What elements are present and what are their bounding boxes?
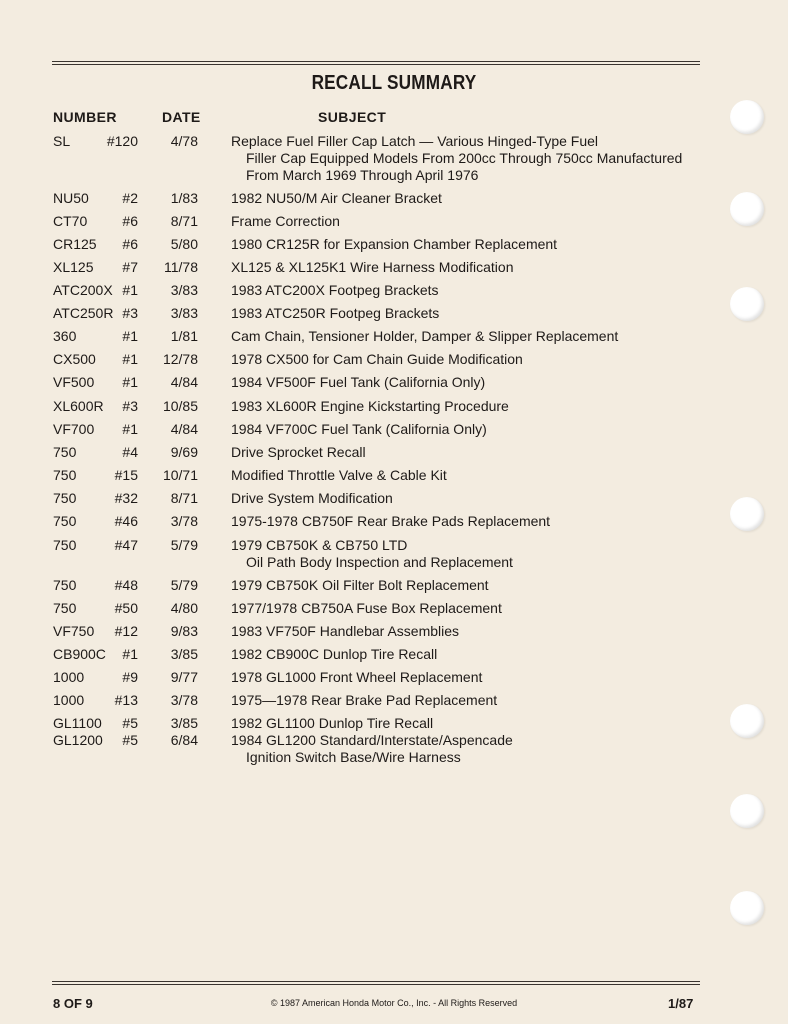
- recall-date: 3/85: [170, 715, 198, 731]
- recall-number: #5: [122, 715, 138, 731]
- recall-subject-line: Drive Sprocket Recall: [231, 444, 366, 460]
- recall-subject-line: 1984 GL1200 Standard/Interstate/Aspencade: [231, 732, 513, 748]
- page-number: 8 OF 9: [53, 996, 93, 1011]
- binder-hole: [730, 497, 764, 531]
- recall-subject-line: 1982 NU50/M Air Cleaner Bracket: [231, 190, 442, 206]
- recall-model: GL1100: [53, 715, 102, 731]
- binder-hole: [730, 891, 764, 925]
- recall-subject-line: XL125 & XL125K1 Wire Harness Modification: [231, 259, 514, 275]
- recall-date: 8/71: [170, 213, 198, 229]
- binder-hole: [730, 287, 764, 321]
- header-date: DATE: [162, 109, 201, 125]
- recall-subject: [231, 444, 701, 461]
- recall-number: #32: [114, 490, 138, 506]
- recall-date: 4/84: [170, 374, 198, 390]
- recall-date: 9/77: [170, 669, 198, 685]
- recall-number: #48: [114, 577, 138, 593]
- recall-number: #6: [122, 213, 138, 229]
- recall-subject: [231, 213, 701, 230]
- recall-subject: [231, 646, 701, 663]
- recall-number: #1: [122, 421, 138, 437]
- recall-subject-line: 1983 VF750F Handlebar Assemblies: [231, 623, 460, 639]
- bottom-rule-2: [52, 984, 700, 985]
- recall-subject: [231, 715, 701, 732]
- header-number: NUMBER: [53, 109, 117, 125]
- recall-subject: [231, 623, 701, 640]
- recall-model: NU50: [53, 190, 89, 206]
- recall-subject-line: 1977/1978 CB750A Fuse Box Replacement: [231, 600, 502, 616]
- recall-model: 750: [53, 600, 77, 616]
- recall-subject-line: 1984 VF700C Fuel Tank (California Only): [231, 421, 487, 437]
- recall-model: CB900C: [53, 646, 106, 662]
- recall-number: #7: [122, 259, 138, 275]
- recall-subject: [231, 282, 701, 299]
- recall-subject-line: Ignition Switch Base/Wire Harness: [246, 749, 461, 765]
- recall-subject-line: From March 1969 Through April 1976: [246, 167, 479, 183]
- recall-date: 11/78: [164, 259, 198, 275]
- recall-subject-line: 1982 GL1100 Dunlop Tire Recall: [231, 715, 434, 731]
- recall-date: 10/85: [162, 398, 198, 414]
- recall-subject-line: 1982 CB900C Dunlop Tire Recall: [231, 646, 438, 662]
- recall-subject: [231, 351, 701, 368]
- recall-subject: [231, 577, 701, 594]
- recall-model: VF500: [53, 374, 95, 390]
- recall-subject: [231, 421, 701, 438]
- recall-model: ATC200X: [53, 282, 113, 298]
- recall-date: 8/71: [170, 490, 198, 506]
- copyright-notice: © 1987 American Honda Motor Co., Inc. - All Rights Reserved: [270, 998, 518, 1008]
- recall-date: 12/78: [162, 351, 198, 367]
- recall-date: 5/79: [170, 537, 198, 553]
- recall-date: 6/84: [170, 732, 198, 748]
- recall-subject: [231, 537, 701, 571]
- recall-number: #13: [114, 692, 138, 708]
- recall-model: CT70: [53, 213, 88, 229]
- recall-number: #1: [122, 374, 138, 390]
- recall-number: #1: [122, 282, 138, 298]
- recall-date: 9/69: [170, 444, 198, 460]
- recall-model: VF750: [53, 623, 95, 639]
- recall-subject-line: 1978 GL1000 Front Wheel Replacement: [231, 669, 483, 685]
- recall-model: ATC250R: [53, 305, 114, 321]
- recall-number: #50: [114, 600, 138, 616]
- recall-date: 1/83: [170, 190, 198, 206]
- bottom-rule-1: [52, 981, 700, 982]
- recall-number: #3: [122, 305, 138, 321]
- recall-subject: [231, 467, 701, 484]
- recall-subject: [231, 692, 701, 709]
- recall-number: #120: [106, 133, 138, 149]
- recall-subject-line: 1983 XL600R Engine Kickstarting Procedure: [231, 398, 509, 414]
- recall-number: #1: [122, 646, 138, 662]
- binder-hole: [730, 192, 764, 226]
- recall-model: 1000: [53, 669, 85, 685]
- recall-subject-line: Frame Correction: [231, 213, 340, 229]
- recall-date: 4/78: [170, 133, 198, 149]
- recall-subject-line: 1983 ATC200X Footpeg Brackets: [231, 282, 439, 298]
- recall-subject-line: Replace Fuel Filler Cap Latch — Various Hinged-Type Fuel: [231, 133, 599, 149]
- recall-subject: [231, 133, 701, 184]
- recall-subject: [231, 490, 701, 507]
- recall-subject-line: Oil Path Body Inspection and Replacement: [246, 554, 513, 570]
- recall-number: #12: [114, 623, 138, 639]
- recall-model: 750: [53, 513, 77, 529]
- recall-model: VF700: [53, 421, 95, 437]
- recall-subject: [231, 374, 701, 391]
- recall-subject-line: 1979 CB750K & CB750 LTD: [231, 537, 408, 553]
- revision-date: 1/87: [668, 996, 694, 1011]
- recall-date: 4/80: [170, 600, 198, 616]
- recall-subject: [231, 259, 701, 276]
- recall-subject: [231, 190, 701, 207]
- recall-number: #46: [114, 513, 138, 529]
- recall-date: 4/84: [170, 421, 198, 437]
- recall-subject: [231, 669, 701, 686]
- recall-date: 1/81: [170, 328, 198, 344]
- recall-subject-line: 1975-1978 CB750F Rear Brake Pads Replacement: [231, 513, 551, 529]
- recall-model: 750: [53, 467, 77, 483]
- recall-subject-line: 1979 CB750K Oil Filter Bolt Replacement: [231, 577, 489, 593]
- recall-subject-line: Cam Chain, Tensioner Holder, Damper & Slipper Replacement: [231, 328, 619, 344]
- recall-date: 10/71: [162, 467, 198, 483]
- recall-subject-line: Filler Cap Equipped Models From 200cc Through 750cc Manufactured: [246, 150, 683, 166]
- recall-subject-line: 1983 ATC250R Footpeg Brackets: [231, 305, 440, 321]
- recall-date: 9/83: [170, 623, 198, 639]
- binder-hole: [730, 794, 764, 828]
- recall-date: 5/80: [170, 236, 198, 252]
- recall-number: #1: [122, 351, 138, 367]
- recall-date: 3/83: [170, 282, 198, 298]
- recall-subject-line: 1980 CR125R for Expansion Chamber Replacement: [231, 236, 558, 252]
- recall-number: #4: [122, 444, 138, 460]
- recall-subject-line: 1975—1978 Rear Brake Pad Replacement: [231, 692, 498, 708]
- recall-subject: [231, 732, 701, 766]
- binder-hole: [730, 100, 764, 134]
- recall-number: #9: [122, 669, 138, 685]
- recall-number: #2: [122, 190, 138, 206]
- recall-number: #5: [122, 732, 138, 748]
- recall-model: CX500: [53, 351, 96, 367]
- recall-subject: [231, 513, 701, 530]
- recall-model: XL125: [53, 259, 94, 275]
- recall-subject-line: 1978 CX500 for Cam Chain Guide Modification: [231, 351, 523, 367]
- top-rule-2: [52, 64, 700, 65]
- recall-model: 750: [53, 577, 77, 593]
- recall-subject: [231, 236, 701, 253]
- recall-model: 750: [53, 444, 77, 460]
- top-rule-1: [52, 61, 700, 62]
- recall-number: #3: [122, 398, 138, 414]
- recall-number: #6: [122, 236, 138, 252]
- recall-number: #47: [114, 537, 138, 553]
- recall-model: 750: [53, 490, 77, 506]
- recall-date: 5/79: [170, 577, 198, 593]
- recall-date: 3/78: [170, 692, 198, 708]
- recall-model: 360: [53, 328, 77, 344]
- recall-model: SL: [53, 133, 71, 149]
- recall-subject-line: Modified Throttle Valve & Cable Kit: [231, 467, 447, 483]
- recall-subject-line: 1984 VF500F Fuel Tank (California Only): [231, 374, 486, 390]
- recall-number: #1: [122, 328, 138, 344]
- recall-model: XL600R: [53, 398, 104, 414]
- recall-subject: [231, 600, 701, 617]
- recall-model: GL1200: [53, 732, 103, 748]
- recall-subject: [231, 398, 701, 415]
- recall-model: 750: [53, 537, 77, 553]
- recall-subject: [231, 328, 701, 345]
- page-title: RECALL SUMMARY: [311, 72, 477, 94]
- recall-date: 3/78: [170, 513, 198, 529]
- recall-subject-line: Drive System Modification: [231, 490, 393, 506]
- recall-model: CR125: [53, 236, 97, 252]
- header-subject: SUBJECT: [318, 109, 387, 125]
- binder-hole: [730, 704, 764, 738]
- recall-subject: [231, 305, 701, 322]
- recall-date: 3/83: [170, 305, 198, 321]
- recall-date: 3/85: [170, 646, 198, 662]
- recall-model: 1000: [53, 692, 85, 708]
- recall-number: #15: [114, 467, 138, 483]
